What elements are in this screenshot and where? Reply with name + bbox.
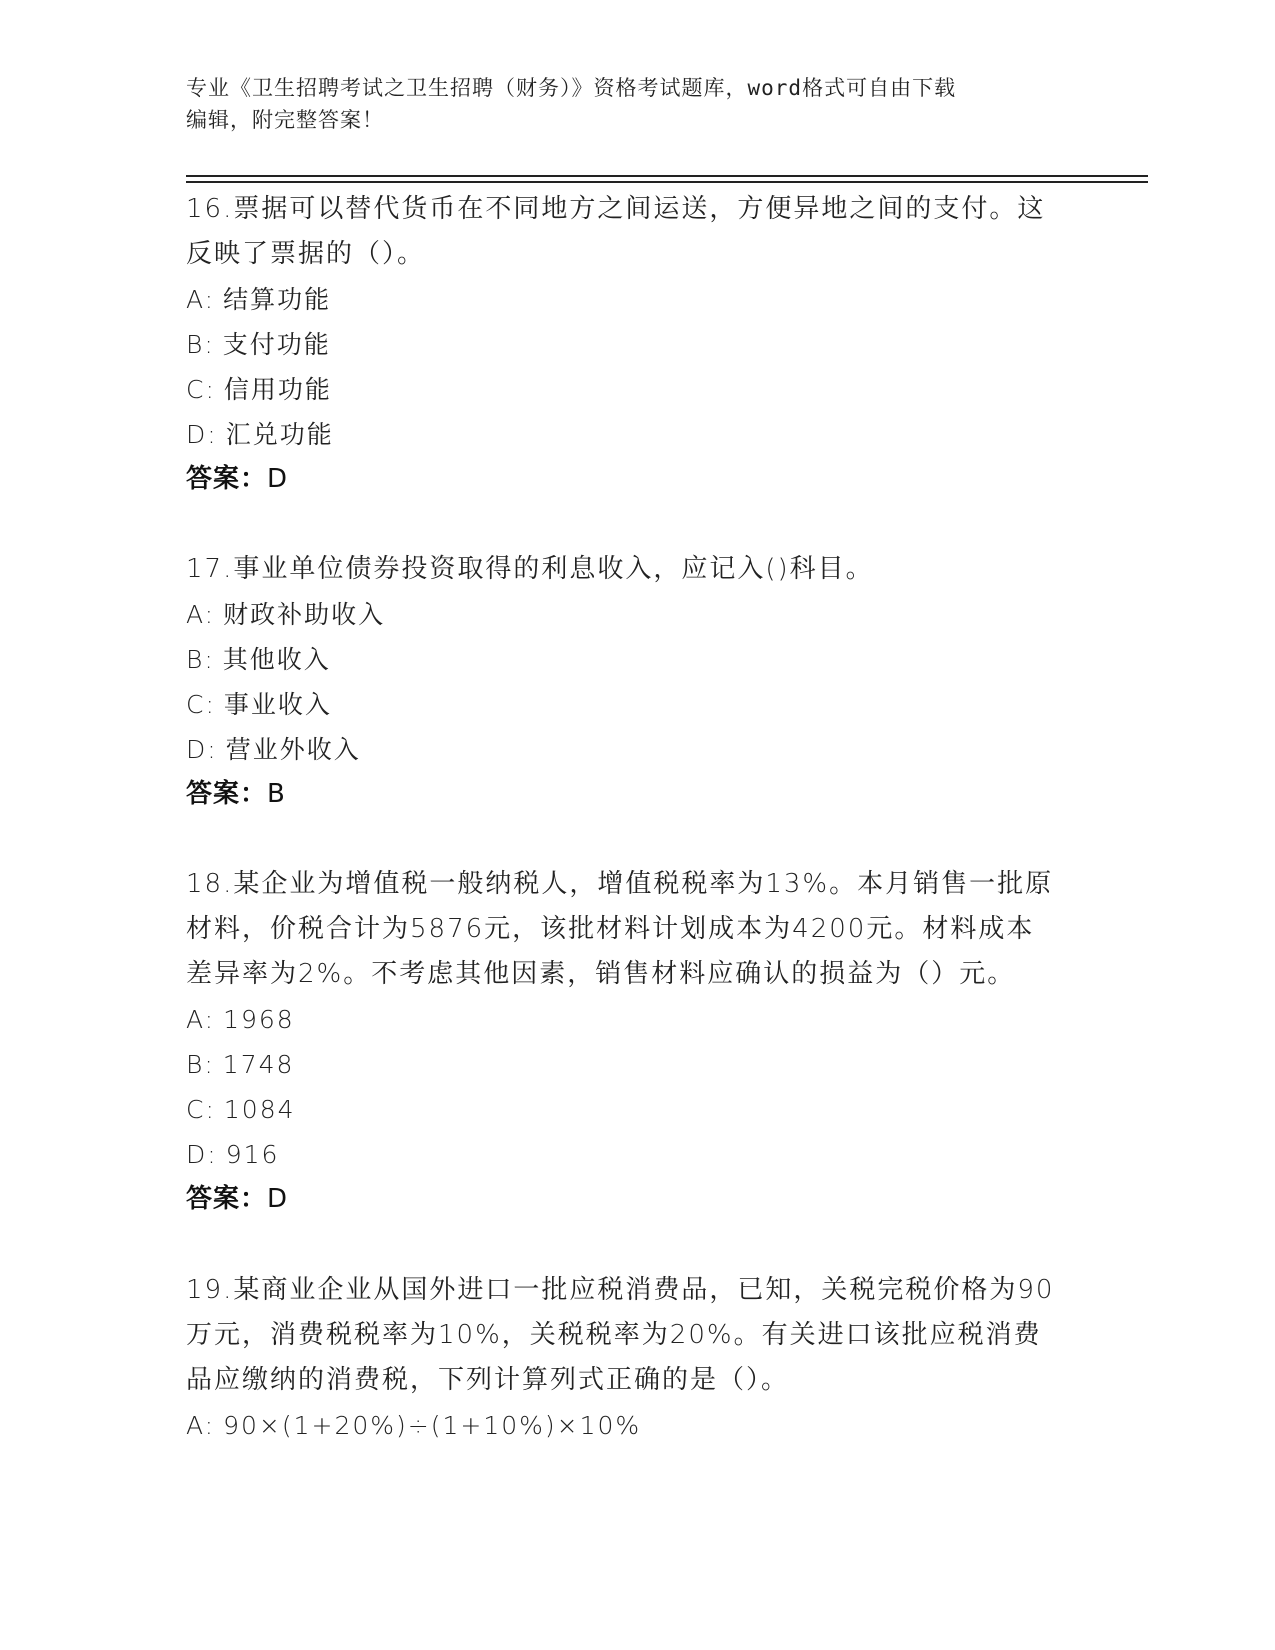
question-17 (186, 547, 1076, 817)
answer-line (186, 1177, 1076, 1222)
option-letter: A: (186, 1411, 216, 1440)
question-stem-line: 品应缴纳的消费税，下列计算列式正确的是（）。 (186, 1365, 790, 1395)
question-stem (186, 862, 1076, 997)
header-line-1: 专业《卫生招聘考试之卫生招聘（财务）》资格考试题库，word格式可自由下载 (186, 76, 957, 100)
option-c (186, 367, 1076, 412)
question-stem-line: 18.某企业为增值税一般纳税人，增值税税率为13%。本月销售一批原 (186, 869, 1054, 899)
option-text: 916 (225, 1140, 280, 1169)
option-text: 1084 (223, 1095, 296, 1124)
option-letter: B: (186, 330, 215, 359)
option-text: 支付功能 (222, 330, 331, 359)
option-a (186, 592, 1076, 637)
option-c (186, 1087, 1076, 1132)
option-d (186, 727, 1076, 772)
option-letter: C: (186, 375, 216, 404)
option-a (186, 277, 1076, 322)
option-letter: A: (186, 1005, 216, 1034)
question-stem-line: 差异率为2%。不考虑其他因素，销售材料应确认的损益为（）元。 (186, 959, 1016, 989)
option-text: 营业外收入 (225, 735, 361, 764)
answer-value: D (267, 464, 289, 494)
question-stem (186, 187, 1076, 277)
option-text: 1748 (222, 1050, 295, 1079)
answer-label: 答案： (186, 1184, 268, 1214)
option-b (186, 637, 1076, 682)
option-text: 结算功能 (223, 285, 332, 314)
header-divider-bottom (186, 181, 1148, 183)
option-b (186, 1042, 1076, 1087)
question-stem-line: 19.某商业企业从国外进口一批应税消费品，已知，关税完税价格为90 (186, 1275, 1055, 1305)
option-letter: B: (186, 1050, 215, 1079)
option-text: 90×(1+20%)÷(1+10%)×10% (223, 1411, 642, 1440)
option-letter: D: (186, 1140, 218, 1169)
option-c (186, 682, 1076, 727)
question-18 (186, 862, 1076, 1222)
option-d (186, 412, 1076, 457)
option-text: 其他收入 (222, 645, 331, 674)
option-a (186, 1403, 1076, 1448)
option-letter: A: (186, 600, 216, 629)
option-a (186, 997, 1076, 1042)
header-line-2: 编辑，附完整答案！ (186, 108, 384, 132)
option-letter: D: (186, 420, 218, 449)
question-stem-line: 万元，消费税税率为10%，关税税率为20%。有关进口该批应税消费 (186, 1320, 1042, 1350)
option-text: 汇兑功能 (225, 420, 334, 449)
question-stem-line: 材料，价税合计为5876元，该批材料计划成本为4200元。材料成本 (186, 914, 1035, 944)
option-text: 事业收入 (223, 690, 332, 719)
question-stem (186, 547, 1076, 592)
option-letter: C: (186, 690, 216, 719)
answer-label: 答案： (186, 464, 268, 494)
answer-line (186, 457, 1076, 502)
answer-value: B (267, 779, 286, 809)
option-letter: B: (186, 645, 215, 674)
question-16 (186, 187, 1076, 502)
option-letter: C: (186, 1095, 216, 1124)
answer-label: 答案： (186, 779, 268, 809)
option-text: 1968 (223, 1005, 295, 1034)
header-divider-top (186, 175, 1148, 177)
option-b (186, 322, 1076, 367)
option-text: 财政补助收入 (223, 600, 386, 629)
answer-value: D (267, 1184, 289, 1214)
question-stem-line: 17.事业单位债券投资取得的利息收入，应记入()科目。 (186, 554, 874, 584)
document-header (186, 72, 1086, 136)
option-letter: A: (186, 285, 216, 314)
question-19 (186, 1268, 1076, 1448)
answer-line (186, 772, 1076, 817)
option-text: 信用功能 (223, 375, 332, 404)
question-stem-line: 16.票据可以替代货币在不同地方之间运送，方便异地之间的支付。这 (186, 194, 1046, 224)
question-stem (186, 1268, 1076, 1403)
option-d (186, 1132, 1076, 1177)
question-stem-line: 反映了票据的（）。 (186, 239, 426, 269)
option-letter: D: (186, 735, 218, 764)
